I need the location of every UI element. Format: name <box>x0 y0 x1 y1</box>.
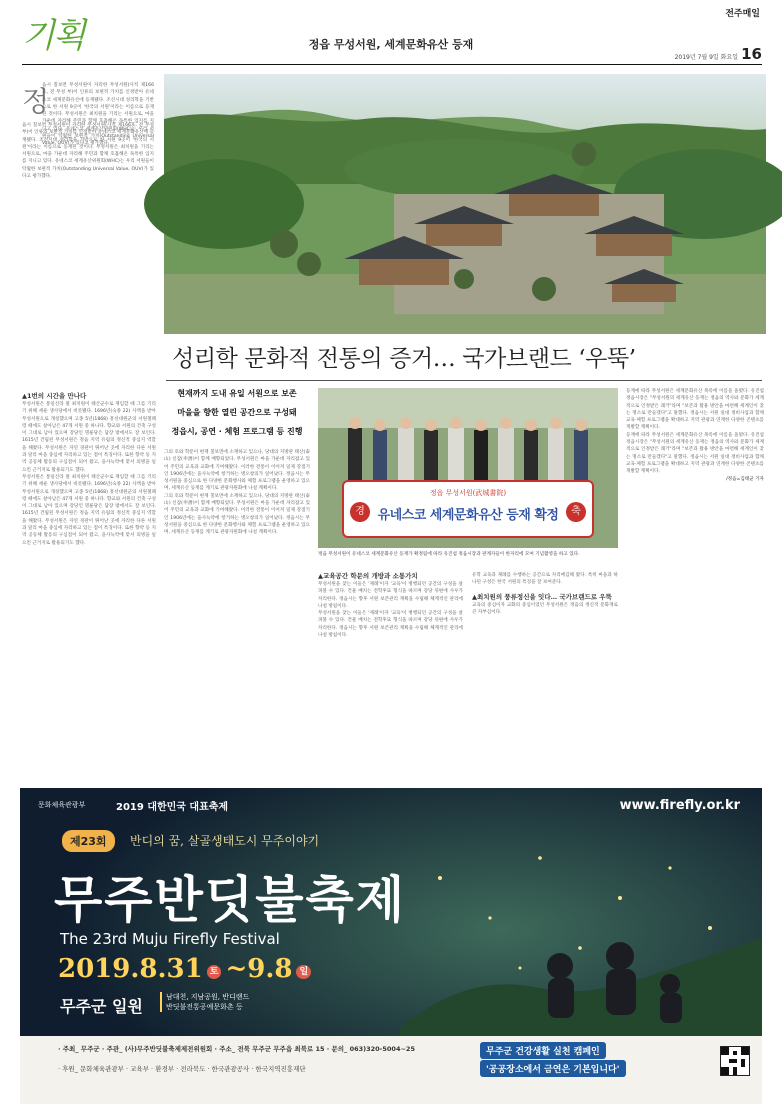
main-headline: 성리학 문화적 전통의 증거… 국가브랜드 ‘우뚝’ <box>172 346 636 372</box>
ad-venue-detail <box>160 992 249 1012</box>
column-3-lead: ▲교육공간 학문의 개방과 소통가치 <box>318 572 418 580</box>
page-topic: 정읍 무성서원, 세계문화유산 등재 <box>308 38 474 51</box>
ad-day-end: 일 <box>296 965 311 979</box>
ad-edition-badge: 제23회 <box>62 830 115 852</box>
ad-campaign-title: 무주군 건강생활 실천 캠페인 <box>480 1042 606 1059</box>
newspaper-name: 전주매일 <box>725 9 760 19</box>
issue-date: 2019년 7월 9일 화요일 <box>674 54 738 61</box>
column-3-text-cont: 무성서원을 찾는 이들은 '제례'이자 '교육'이 병행되던 공간의 구성을 살펴볼 수 있다. 건물 배치는 전학후묘 형식을 따르며 강당 뒤편에 사우가 자리한다. 정읍시는 향후 서원 보존관리 계획을 수립해 체계적인 관리에 나설 방침이다. <box>318 611 463 639</box>
ad-venue: 무주군 일원 <box>60 997 143 1016</box>
festival-advertisement <box>20 788 762 1104</box>
ad-date-end: 9.8 <box>247 954 293 984</box>
ad-title-ko: 무주반딧불축제 <box>54 870 407 929</box>
ad-venue-line-1: 남대천, 지남공원, 반디랜드 <box>166 993 250 1001</box>
banner-title: 정읍 무성서원(武城書院) <box>429 489 507 497</box>
drop-cap: 정 <box>22 85 50 118</box>
section-kicker: 기획 <box>22 16 84 56</box>
photo-caption: 정읍 무성서원이 유네스코 세계문화유산 등재가 확정됨에 따라 유진섭 정읍시장과 관계자들이 한자리에 모여 기념촬영을 하고 있다. <box>318 552 580 557</box>
column-1-text: 무성서원은 통일신라 말 최치원이 태산군수로 재임할 때 그를 기리기 위해 세운 생사당에서 비롯됐다. 1696년(숙종 22) 사액을 받아 무성서원으로 개칭했으며 고종 5년(1868) 흥선대원군의 서원철폐령 때에도 살아남은 47개 서원 중 하나다. 향교와 서원의 건축 구성이 그대로 남아 있으며 강당인 명륜당은 담장 밖에서도 잘 보인다. 1615년 건립된 무성서원은 정읍 지역 유림의 정신적 중심지 역할을 해왔다. 무성서원은 자연 경관이 뛰어난 곳에 자리한 다른 서원과 달리 마을 중심에 자리하고 있는 점이 특징이다. 또한 향약 등 지역 공동체 활동의 구심점이 되어 왔고, 을사늑약에 맞서 의병을 일으킨 근거지로 활용되기도 했다. <box>22 402 156 473</box>
column-4 <box>472 572 618 782</box>
column-5-text: 등재에 따라 무성서원은 세계문화유산 목록에 이름을 올렸다. 유진섭 정읍시장은 "무성서원의 세계유산 등재는 정읍의 역사와 문화가 세계적으로 인정받은 쾌거"라며 "보존과 활용 방안을 마련해 세계인이 찾는 명소로 만들겠다"고 말했다. 정읍시는 서원 일대 정비사업과 함께 교육·체험 프로그램을 확대하고 지역 관광과 연계한 다양한 콘텐츠를 개발할 계획이다. <box>626 389 764 431</box>
lead-paragraph: 읍시 칠보면 무성서원이 자리한 무성서원(사적 제166호, 전 무성 부)이 인류의 보편적 가치를 인정받아 유네스코 세계문화유산에 등재됐다. 조선시대 성리학을 기반으로 한 서원 9곳이 '한국의 서원'이라는 이름으로 등재된 것이다. 무성서원은 최치원을 기리는 서원으로, 마을 가운데 자리해 주민과 함께 호흡해온 독특한 입지를 지니고 있다. 유네스코 세계유산위원회(WHC)는 우리 서원들이 탁월한 보편적 가치(Outstanding Universal Value, OUV)가 있다고 평가했다. <box>22 123 154 180</box>
banner-mark-right: 축 <box>566 502 586 522</box>
ad-sponsor: · 후원_ 문화체육관광부 · 교육부 · 환경부 · 전라북도 · 한국관광공사 · 한국지역진흥재단 <box>58 1065 306 1073</box>
ad-title-en: The 23rd Muju Firefly Festival <box>60 930 280 948</box>
byline: /정읍=김태균 기자 <box>726 476 764 482</box>
page-number: 16 <box>741 45 762 63</box>
column-5 <box>626 388 764 782</box>
column-2 <box>164 384 310 782</box>
headline-rule <box>166 380 762 381</box>
ad-date-start: 2019.8.31 <box>58 954 203 984</box>
ad-tagline: 반디의 꿈, 살골생태도시 무주이야기 <box>130 834 320 848</box>
ad-campaign-slogan: '공공장소에서 금연은 기본입니다' <box>480 1060 626 1077</box>
seowon-aerial-photo <box>164 74 766 334</box>
column-4-text: 유학 교육과 제례를 수행하는 공간으로 자리매김해 왔다. 특히 마을과 하나된 구성은 한국 서원의 특징을 잘 보여준다. <box>472 573 618 586</box>
unesco-banner <box>342 480 594 538</box>
banner-main: 유네스코 세계문화유산 등재 확정 <box>377 508 559 523</box>
subhead-2: 마을을 향한 열린 공간으로 구성돼 <box>177 408 297 417</box>
column-3 <box>318 572 463 782</box>
column-1-text-cont: 무성서원은 통일신라 말 최치원이 태산군수로 재임할 때 그를 기리기 위해 세운 생사당에서 비롯됐다. 1696년(숙종 22) 사액을 받아 무성서원으로 개칭했으며 고종 5년(1868) 흥선대원군의 서원철폐령 때에도 살아남은 47개 서원 중 하나다. 향교와 서원의 건축 구성이 그대로 남아 있으며 강당인 명륜당은 담장 밖에서도 잘 보인다. 1615년 건립된 무성서원은 정읍 지역 유림의 정신적 중심지 역할을 해왔다. 무성서원은 자연 경관이 뛰어난 곳에 자리한 다른 서원과 달리 마을 중심에 자리하고 있는 점이 특징이다. 또한 향약 등 지역 공동체 활동의 구심점이 되어 왔고, 을사늑약에 맞서 의병을 일으킨 근거지로 활용되기도 했다. <box>22 474 156 546</box>
ad-dates <box>58 954 311 984</box>
column-1-lead: ▲1번의 시간을 만나다 <box>22 392 87 400</box>
subhead-3: 정읍시, 공연 · 체험 프로그램 등 진행 <box>171 427 303 436</box>
column-4-lead: ▲최치원의 풍류정신을 잇다… 국가브랜드로 우뚝 <box>472 592 612 601</box>
lead-paragraph-top: 읍시 칠보면 무성서원이 자리한 무성서원(사적 제166호, 전 무성 부)이 인류의 보편적 가치를 인정받아 유네스코 세계문화유산에 등재됐다. 조선시대 성리학을 기반으로 한 서원 9곳이 '한국의 서원'이라는 이름으로 등재된 것이다. 무성서원은 최치원을 기리는 서원으로, 마을 가운데 자리해 주민과 함께 호흡해온 독특한 입지를 지니고 있다. 유네스코 세계유산위원회(WHC)는 우리 서원들이 탁월한 보편적 가치(Outstanding Universal Value, OUV)가 있다고 평가했다. <box>42 83 154 147</box>
column-1 <box>22 392 156 782</box>
ad-festival-label: 2019 대한민국 대표축제 <box>116 802 229 813</box>
subhead-1: 현재까지 도내 유일 서원으로 보존 <box>177 389 297 398</box>
qr-code-icon[interactable] <box>720 1046 750 1076</box>
column-5-text-cont: 등재에 따라 무성서원은 세계문화유산 목록에 이름을 올렸다. 유진섭 정읍시장은 "무성서원의 세계유산 등재는 정읍의 역사와 문화가 세계적으로 인정받은 쾌거"라며 "보존과 활용 방안을 마련해 세계인이 찾는 명소로 만들겠다"고 말했다. 정읍시는 서원 일대 정비사업과 함께 교육·체험 프로그램을 확대하고 지역 관광과 연계한 다양한 콘텐츠를 개발할 계획이다. <box>626 432 764 475</box>
column-2-text-cont: 그의 호와 학문이 현재 칠보면에 소재하고 있으나, 당대의 지방관 태산(泰山) 신잠(申潛)이 함께 배향되었다. 무성서원은 마을 가운데 자리잡고 있어 주민의 교육과 교화에 기여해왔다. 이러한 전통이 이어져 일제 강점기인 1906년에는 을사늑약에 항거하는 병오창의가 일어났다. 정읍시는 무성서원을 중심으로 한 다양한 문화행사와 체험 프로그램을 운영하고 있으며, 세계유산 등재를 계기로 관광자원화에 나설 계획이다. <box>164 493 310 536</box>
group-photo <box>318 388 618 548</box>
ad-ministry: 문화체육관광부 <box>38 801 86 809</box>
header-rule <box>22 64 762 65</box>
column-2-text: 그의 호와 학문이 현재 칠보면에 소재하고 있으나, 당대의 지방관 태산(泰山) 신잠(申潛)이 함께 배향되었다. 무성서원은 마을 가운데 자리잡고 있어 주민의 교육과 교화에 기여해왔다. 이러한 전통이 이어져 일제 강점기인 1906년에는 을사늑약에 항거하는 병오창의가 일어났다. 정읍시는 무성서원을 중심으로 한 다양한 문화행사와 체험 프로그램을 운영하고 있으며, 세계유산 등재를 계기로 관광자원화에 나설 계획이다. <box>164 450 310 492</box>
column-4-text-2: 교육의 중심이자 교화의 중심이었던 무성서원은 정읍의 정신적 문화재로 큰 자부심이다. <box>472 602 618 615</box>
ad-day-start: 토 <box>207 965 222 979</box>
ad-host: · 주최_ 무주군 · 주관_ (사)무주반딧불축제제전위원회 · 주소_ 전북 무주군 무주읍 최북로 15 · 문의_ 063)320-5004~25 <box>58 1045 415 1053</box>
ad-url[interactable]: www.firefly.or.kr <box>619 798 740 813</box>
column-3-text: 무성서원을 찾는 이들은 '제례'이자 '교육'이 병행되던 공간의 구성을 살펴볼 수 있다. 건물 배치는 전학후묘 형식을 따르며 강당 뒤편에 사우가 자리한다. 정읍시는 향후 서원 보존관리 계획을 수립해 체계적인 관리에 나설 방침이다. <box>318 582 463 609</box>
ad-date-sep: ~ <box>225 954 248 984</box>
banner-mark-left: 경 <box>350 502 370 522</box>
ad-venue-line-2: 반딧불전통공예문화촌 등 <box>166 1003 243 1011</box>
